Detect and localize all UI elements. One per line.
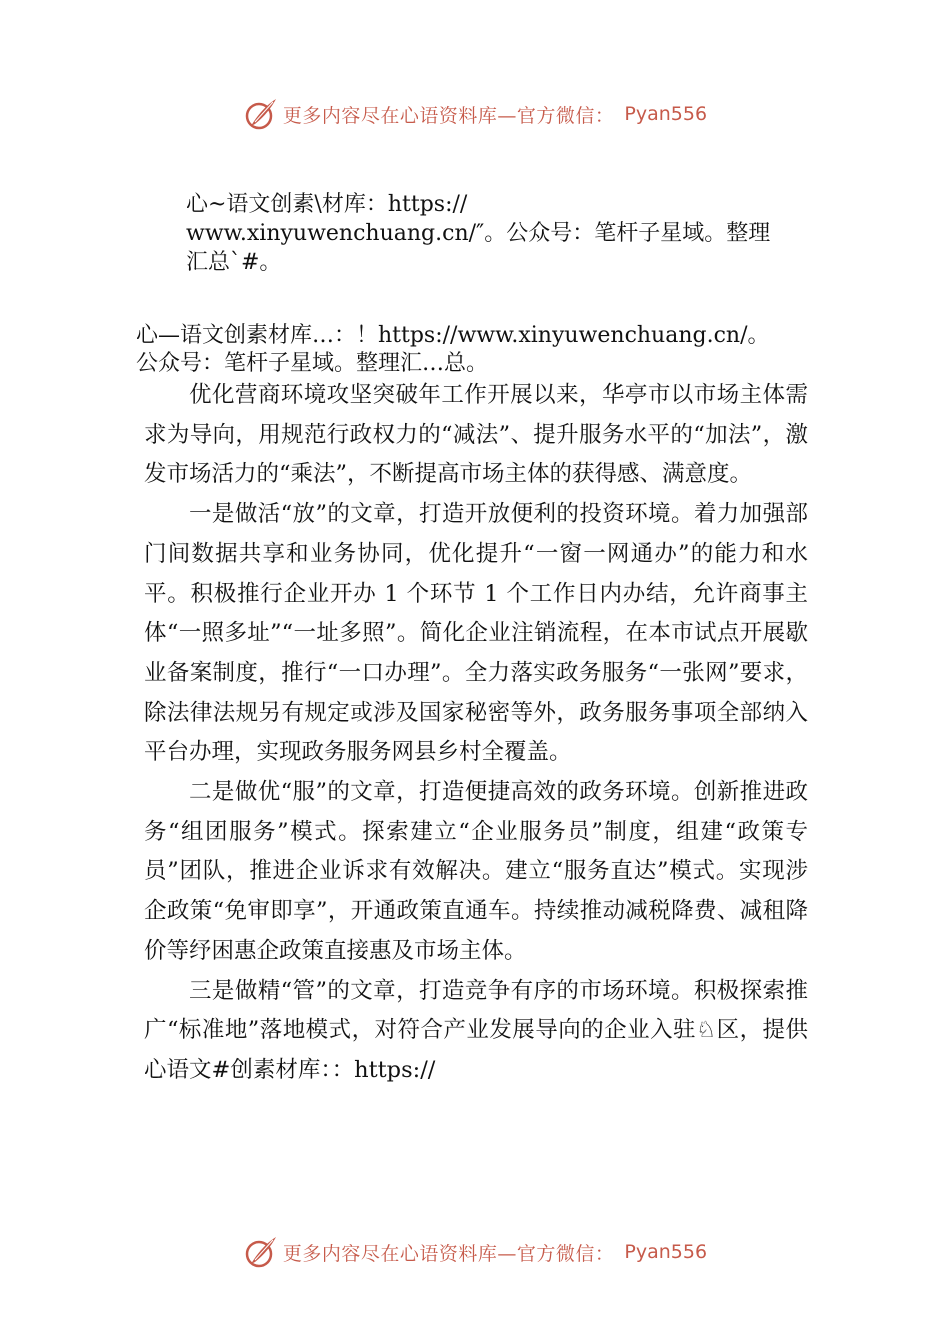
source-line: 心—语文创素材库…：！https://www.xinyuwenchuang.cn/。 (136, 323, 770, 348)
paragraph: 优化营商环境攻坚突破年工作开展以来，华亭市以市场主体需求为导向，用规范行政权力的“减法”、提升服务水平的“加法”，激发市场活力的“乘法”，不断提高市场主体的获得感、满意度。 (144, 382, 808, 488)
paragraph: 二是做优“服”的文章，打造便捷高效的政务环境。创新推进政务“组团服务”模式。探索建立“企业服务员”制度，组建“政策专员”团队，推进企业诉求有效解决。建立“服务直达”模式。实现涉企政策“免审即享”，开通政策直通车。持续推动减税降费、减租降价等纾困惠企政策直接惠及市场主体。 (144, 779, 808, 964)
footer-banner (0, 1230, 950, 1274)
intro-line: 汇总`#。 (186, 250, 282, 275)
banner-account: Pyan556 (624, 1241, 708, 1263)
paragraph: 一是做活“放”的文章，打造开放便利的投资环境。着力加强部门间数据共享和业务协同，优化提升“一窗一网通办”的能力和水平。积极推行企业开办 1 个环节 1 个工作日内办结，允许商事主体“一照多址”“一址多照”。简化企业注销流程，在本市试点开展歇业备案制度，推行“一口办理”。全力落实政务服务“一张网”要求，除法律法规另有规定或涉及国家秘密等外，政务服务事项全部纳入平台办理，实现政务服务网县乡村全覆盖。 (144, 501, 808, 766)
banner-account: Pyan556 (624, 103, 708, 125)
paragraph: 三是做精“管”的文章，打造竞争有序的市场环境。积极探索推广“标准地”落地模式，对符合产业发展导向的企业入驻♘区，提供心语文#创素材库：：https:// (144, 977, 808, 1083)
intro-line: www.xinyuwenchuang.cn/″。公众号：笔杆子星域。整理 (186, 221, 771, 246)
article-body (144, 376, 808, 1091)
source-line: 公众号：笔杆子星域。整理汇…总。 (136, 351, 489, 376)
header-banner (0, 92, 950, 136)
banner-text: 更多内容尽在心语资料库—官方微信： (282, 1242, 615, 1265)
intro-line: 心~语文创素\材库：https:// (186, 192, 468, 217)
intro-block (186, 190, 826, 277)
banner-text: 更多内容尽在心语资料库—官方微信： (282, 104, 615, 127)
quill-pen-logo-icon (243, 96, 279, 132)
quill-pen-logo-icon (243, 1234, 279, 1270)
